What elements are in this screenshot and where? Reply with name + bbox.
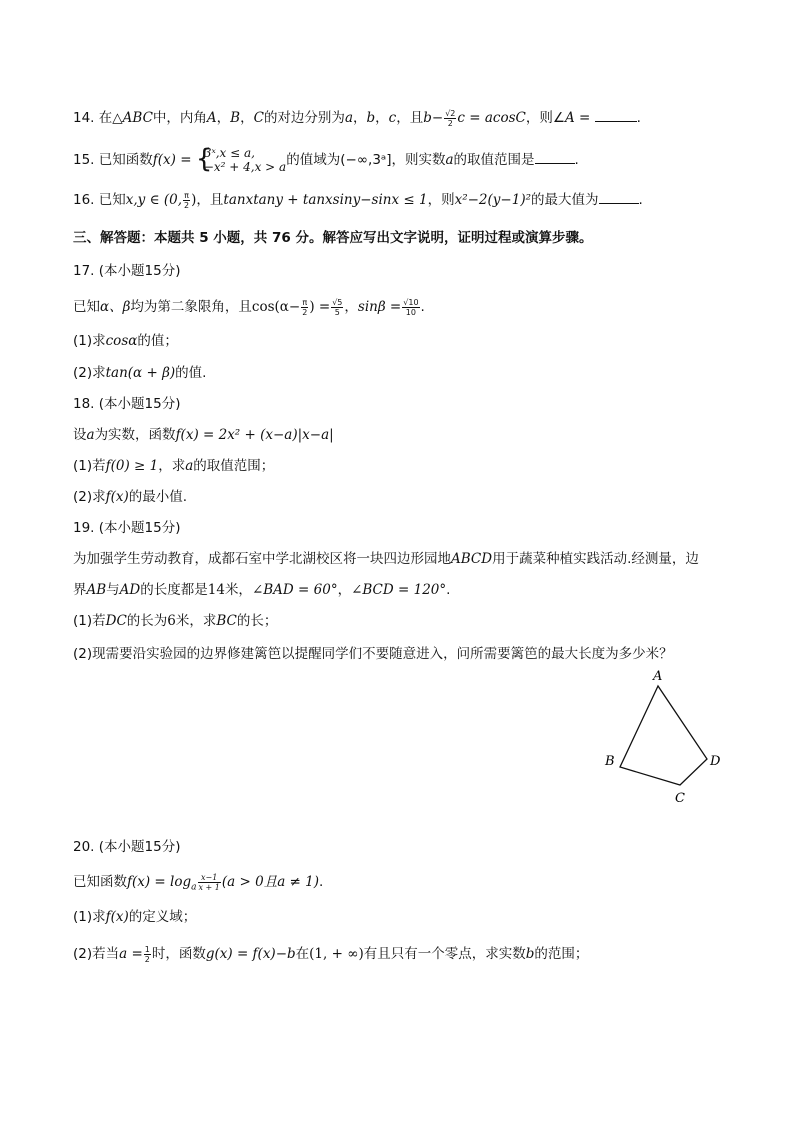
question-15: [73, 146, 733, 174]
text: (1)若: [73, 458, 106, 474]
text: ，: [344, 299, 358, 315]
text: ，: [337, 582, 352, 598]
fraction-numerator: x−1: [198, 873, 221, 883]
text: ，且: [396, 110, 424, 126]
question-number: 14.: [73, 110, 95, 126]
math: A: [206, 110, 217, 126]
math: b: [525, 946, 535, 962]
text: ，: [216, 110, 231, 126]
question-17-stem: [73, 297, 733, 317]
question-18-part-1: [73, 456, 733, 476]
math: AD: [119, 582, 141, 598]
text: 的取值范围是: [453, 152, 535, 168]
text: 米，: [224, 582, 252, 598]
fraction-numerator: √2: [445, 108, 456, 118]
text: 的范围；: [534, 946, 589, 962]
text: ，: [353, 110, 367, 126]
piecewise-function: [196, 146, 286, 174]
math: f(x) = log: [127, 874, 192, 890]
fraction-numerator: √10: [403, 297, 419, 307]
math: cos(α−: [251, 299, 301, 315]
question-17-header: 17. (本小题15分): [73, 263, 181, 279]
question-19-stem-line-2: [73, 580, 733, 600]
fraction: [198, 873, 221, 892]
question-16: [73, 190, 733, 210]
text: 设: [73, 427, 87, 443]
math: 6: [167, 613, 176, 629]
text: 与: [106, 582, 120, 598]
math: b: [366, 110, 376, 126]
text: 的值域为(−∞,3ᵃ]，则实数: [286, 152, 446, 168]
answer-blank[interactable]: [599, 191, 639, 204]
text: 均为第二象限角，且: [130, 299, 252, 315]
math: x,y ∈ (0,: [125, 192, 183, 208]
math: sinβ =: [357, 299, 402, 315]
math: tan(α + β): [105, 365, 176, 381]
question-20-part-1: [73, 907, 733, 927]
text: 的长为: [126, 613, 168, 629]
math: g(x) = f(x)−b: [205, 946, 296, 962]
text: 在: [295, 946, 310, 962]
math: ∠BCD = 120°: [351, 582, 447, 598]
question-number: 16.: [73, 192, 95, 208]
question-19-part-2: (2)现需要沿实验园的边界修建篱笆以提醒同学们不要随意进入，问所需要篱笆的最大长度为多少米？: [73, 646, 673, 662]
answer-blank[interactable]: [535, 151, 575, 164]
text: ，: [240, 110, 254, 126]
math: f(x): [105, 909, 129, 925]
math: c: [388, 110, 397, 126]
text: 的取值范围；: [193, 458, 275, 474]
quadrilateral-abcd: [620, 686, 707, 785]
math: (a > 0且a ≠ 1): [221, 874, 319, 890]
math: C: [253, 110, 264, 126]
text: (2)若当: [73, 946, 120, 962]
text: 已知: [73, 299, 100, 315]
text: 为加强学生劳动教育，成都石室中学北湖校区将一块四边形园地: [73, 551, 451, 567]
math: f(x): [105, 489, 129, 505]
fraction-numerator: π: [302, 297, 308, 307]
fraction-numerator: π: [184, 190, 189, 200]
math: x²−2(y−1)²: [454, 192, 531, 208]
text: .: [638, 192, 643, 208]
question-18-part-2: [73, 487, 733, 507]
text: 的值；: [137, 333, 178, 349]
text: (2)求: [73, 489, 106, 505]
text: (1)求: [73, 333, 106, 349]
question-20-header: 20. (本小题15分): [73, 839, 181, 855]
math: A: [564, 110, 575, 126]
answer-blank[interactable]: [595, 109, 637, 122]
case-2: −x² + 4,x > a: [203, 160, 287, 174]
question-19-part-1: [73, 611, 733, 631]
fraction-denominator: 10: [405, 307, 416, 317]
fraction-denominator: 5: [334, 307, 340, 317]
math: (1, + ∞): [309, 946, 364, 962]
fraction-numerator: √5: [332, 297, 343, 307]
fraction: [402, 298, 419, 317]
math: ABC: [122, 110, 153, 126]
math: a: [86, 427, 95, 443]
text: 中，内角: [152, 110, 207, 126]
question-19-header: 19. (本小题15分): [73, 520, 181, 536]
text: ，: [375, 110, 389, 126]
quadrilateral-figure: [595, 662, 735, 812]
math: α、β: [100, 299, 131, 315]
math: c = acosC: [457, 110, 526, 126]
fraction: [444, 109, 456, 128]
vertex-label-d: D: [710, 754, 721, 769]
question-20-stem: [73, 872, 733, 898]
text: 已知函数: [73, 874, 127, 890]
math: a: [185, 458, 194, 474]
text: 米，求: [175, 613, 217, 629]
math: BC: [216, 613, 237, 629]
math: ABCD: [451, 551, 493, 567]
text: 已知函数: [98, 152, 153, 168]
text: .: [420, 299, 425, 315]
text: .: [574, 152, 579, 168]
text: 的最小值.: [128, 489, 188, 505]
fraction: [331, 298, 343, 317]
text: ，则∠: [525, 110, 565, 126]
text: 用于蔬菜种植实践活动.经测量，边: [492, 551, 699, 567]
math: b−: [423, 110, 444, 126]
math: AB: [86, 582, 107, 598]
fraction: [144, 945, 151, 964]
math: ∠BAD = 60°: [251, 582, 338, 598]
text: 时，函数: [151, 946, 206, 962]
math: a: [344, 110, 353, 126]
question-17-part-2: [73, 363, 733, 383]
fraction-denominator: 2: [447, 118, 453, 128]
text: ，且: [196, 192, 224, 208]
question-14: [73, 108, 733, 128]
text: .: [636, 110, 641, 126]
text: 在△: [98, 110, 123, 126]
math-subscript: a: [191, 882, 197, 893]
question-number: 15.: [73, 152, 95, 168]
text: 的定义域；: [128, 909, 197, 925]
case-1: 3ˣ,x ≤ a,: [203, 146, 255, 160]
brace: {: [195, 144, 213, 174]
question-17-part-1: [73, 331, 733, 351]
text: 已知: [98, 192, 126, 208]
vertex-label-c: C: [675, 791, 685, 806]
math: f(0) ≥ 1: [105, 458, 159, 474]
math: =: [574, 110, 595, 126]
math: ): [191, 192, 197, 208]
vertex-label-a: A: [653, 669, 663, 684]
text: (2)求: [73, 365, 106, 381]
math: cosα: [105, 333, 138, 349]
math: a: [445, 152, 454, 168]
section-heading: 三、解答题：本题共 5 小题，共 76 分。解答应写出文字说明，证明过程或演算步骤。: [73, 230, 593, 246]
fraction-numerator: 1: [144, 944, 150, 954]
math: ) =: [309, 299, 331, 315]
text: ，求: [158, 458, 186, 474]
math: B: [230, 110, 241, 126]
text: (1)求: [73, 909, 106, 925]
math: f(x) = 2x² + (x−a)|x−a|: [175, 427, 334, 443]
text: 的值.: [175, 365, 207, 381]
math: 14: [207, 582, 225, 598]
text: .: [446, 582, 451, 598]
text: .: [319, 874, 324, 890]
question-18-header: 18. (本小题15分): [73, 396, 181, 412]
text: 有且只有一个零点，求实数: [363, 946, 526, 962]
text: 的长度都是: [140, 582, 208, 598]
text: 的对边分别为: [263, 110, 345, 126]
text: 界: [73, 582, 87, 598]
fraction-denominator: x + 1: [198, 882, 220, 892]
text: 为实数，函数: [94, 427, 176, 443]
question-18-stem: [73, 425, 733, 445]
fraction-denominator: 2: [184, 200, 190, 210]
text: ，则: [427, 192, 455, 208]
math: a =: [119, 946, 143, 962]
math: DC: [105, 613, 127, 629]
question-19-stem-line-1: [73, 549, 733, 569]
fraction: [301, 298, 308, 317]
math: f(x) =: [152, 152, 192, 168]
text: 的长；: [236, 613, 278, 629]
fraction: [183, 191, 190, 210]
math: tanxtany + tanxsiny−sinx ≤ 1: [223, 192, 428, 208]
text: (1)若: [73, 613, 106, 629]
vertex-label-b: B: [605, 754, 615, 769]
question-20-part-2: [73, 944, 733, 964]
fraction-denominator: 2: [144, 954, 150, 964]
fraction-denominator: 2: [302, 307, 308, 317]
text: 的最大值为: [531, 192, 599, 208]
